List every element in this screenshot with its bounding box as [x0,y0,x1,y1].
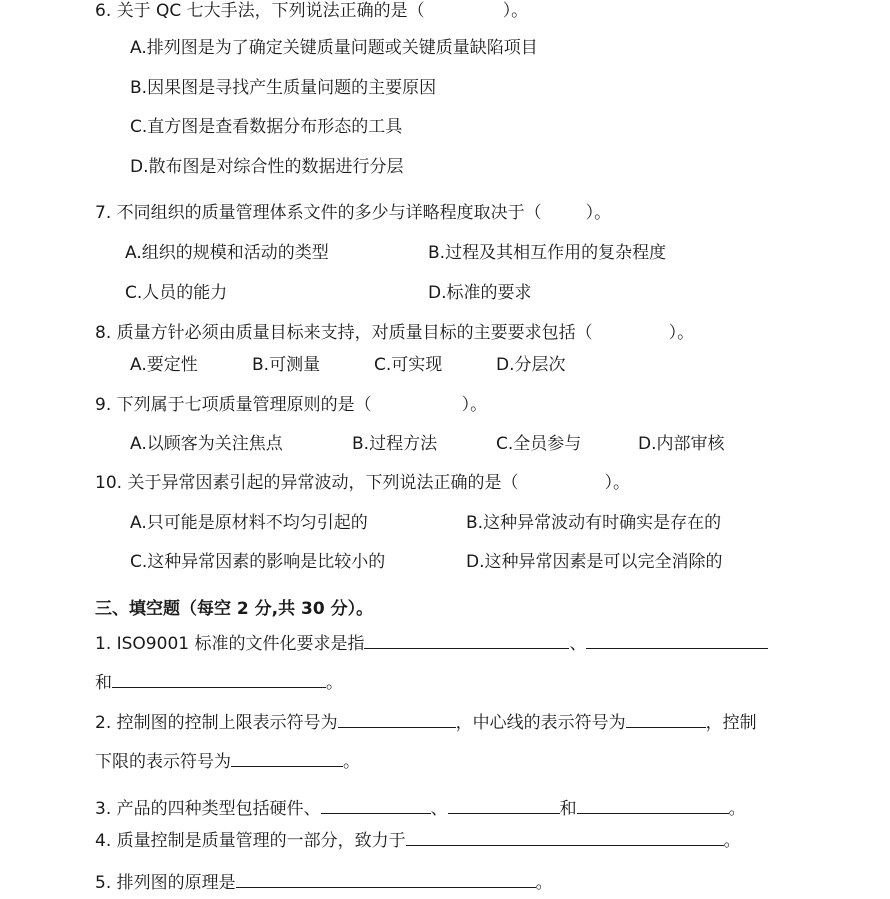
question-6-stem-end: ）。 [502,1,529,21]
answer-blank[interactable] [406,829,724,846]
answer-blank[interactable] [626,711,706,728]
question-8-stem-text: 8. 质量方针必须由质量目标来支持，对质量目标的主要要求包括（ [95,323,593,343]
fill-question-2-cont-text: 下限的表示符号为 [95,752,231,772]
question-8-option-a: A.要定性 [130,355,198,375]
answer-blank[interactable] [586,632,768,649]
fill-question-4 [95,829,741,851]
question-6-stem [95,0,528,22]
fill-question-3-and: 和 [559,799,577,819]
question-10-stem [95,472,630,494]
question-6-option-c: C.直方图是查看数据分布形态的工具 [130,117,403,137]
fill-question-1-text: 1. ISO9001 标准的文件化要求是指 [95,634,365,654]
fill-question-2-end: 。 [343,752,360,772]
question-8-stem-end: ）。 [668,323,695,343]
question-9-stem [95,394,487,416]
question-9-option-d: D.内部审核 [638,434,725,454]
fill-question-2 [95,711,757,733]
question-10-stem-end: ）。 [604,473,630,493]
question-7-option-b: B.过程及其相互作用的复杂程度 [428,243,667,263]
question-8-stem [95,322,694,344]
question-7-option-a: A.组织的规模和活动的类型 [125,243,329,263]
question-7-stem-end: ）。 [585,203,612,223]
question-10-option-b: B.这种异常波动有时确实是存在的 [466,513,722,533]
question-8-option-b: B.可测量 [252,355,321,375]
fill-question-3-end: 。 [728,799,746,819]
separator: 、 [430,799,448,819]
fill-question-1-and: 和 [95,673,112,693]
fill-question-5 [95,871,553,893]
question-7-option-c: C.人员的能力 [125,283,228,303]
fill-question-4-end: 。 [723,831,741,851]
fill-question-2-cont [95,750,360,772]
fill-question-3-text: 3. 产品的四种类型包括硬件、 [95,799,321,819]
fill-question-2-mid: ，中心线的表示符号为 [455,713,626,733]
fill-question-5-end: 。 [535,873,553,893]
question-7-option-d: D.标准的要求 [428,283,532,303]
question-9-option-b: B.过程方法 [352,434,438,454]
answer-blank[interactable] [577,797,729,814]
answer-blank[interactable] [338,711,456,728]
question-9-option-c: C.全员参与 [496,434,582,454]
fill-question-1-cont [95,671,343,693]
question-6-option-a: A.排列图是为了确定关键质量问题或关键质量缺陷项目 [130,38,538,58]
question-9-option-a: A.以顾客为关注焦点 [130,434,283,454]
fill-question-5-text: 5. 排列图的原理是 [95,873,236,893]
question-9-stem-end: ）。 [461,395,488,415]
fill-question-3 [95,797,746,819]
question-7-stem [95,202,611,224]
question-6-option-d: D.散布图是对综合性的数据进行分层 [130,157,404,177]
question-10-option-d: D.这种异常因素是可以完全消除的 [466,552,723,572]
fill-question-4-text: 4. 质量控制是质量管理的一部分，致力于 [95,831,406,851]
fill-question-1 [95,632,768,654]
separator: 、 [569,634,587,654]
question-6-option-b: B.因果图是寻找产生质量问题的主要原因 [130,78,437,98]
section-3-heading: 三、填空题（每空 2 分,共 30 分）。 [95,599,374,619]
answer-blank[interactable] [448,797,560,814]
question-8-option-c: C.可实现 [374,355,443,375]
question-7-stem-text: 7. 不同组织的质量管理体系文件的多少与详略程度取决于（ [95,203,542,223]
fill-question-2-after: ，控制 [705,713,757,733]
answer-blank[interactable] [231,750,343,767]
answer-blank[interactable] [364,632,569,649]
question-8-option-d: D.分层次 [496,355,566,375]
answer-blank[interactable] [321,797,431,814]
question-9-stem-text: 9. 下列属于七项质量管理原则的是（ [95,395,372,415]
fill-question-2-text: 2. 控制图的控制上限表示符号为 [95,713,338,733]
question-6-stem-text: 6. 关于 QC 七大手法，下列说法正确的是（ [95,1,425,21]
question-10-option-a: A.只可能是原材料不均匀引起的 [130,513,368,533]
answer-blank[interactable] [236,871,536,888]
question-10-stem-text: 10. 关于异常因素引起的异常波动，下列说法正确的是（ [95,473,519,493]
answer-blank[interactable] [112,671,326,688]
fill-question-1-end: 。 [326,673,343,693]
question-10-option-c: C.这种异常因素的影响是比较小的 [130,552,386,572]
